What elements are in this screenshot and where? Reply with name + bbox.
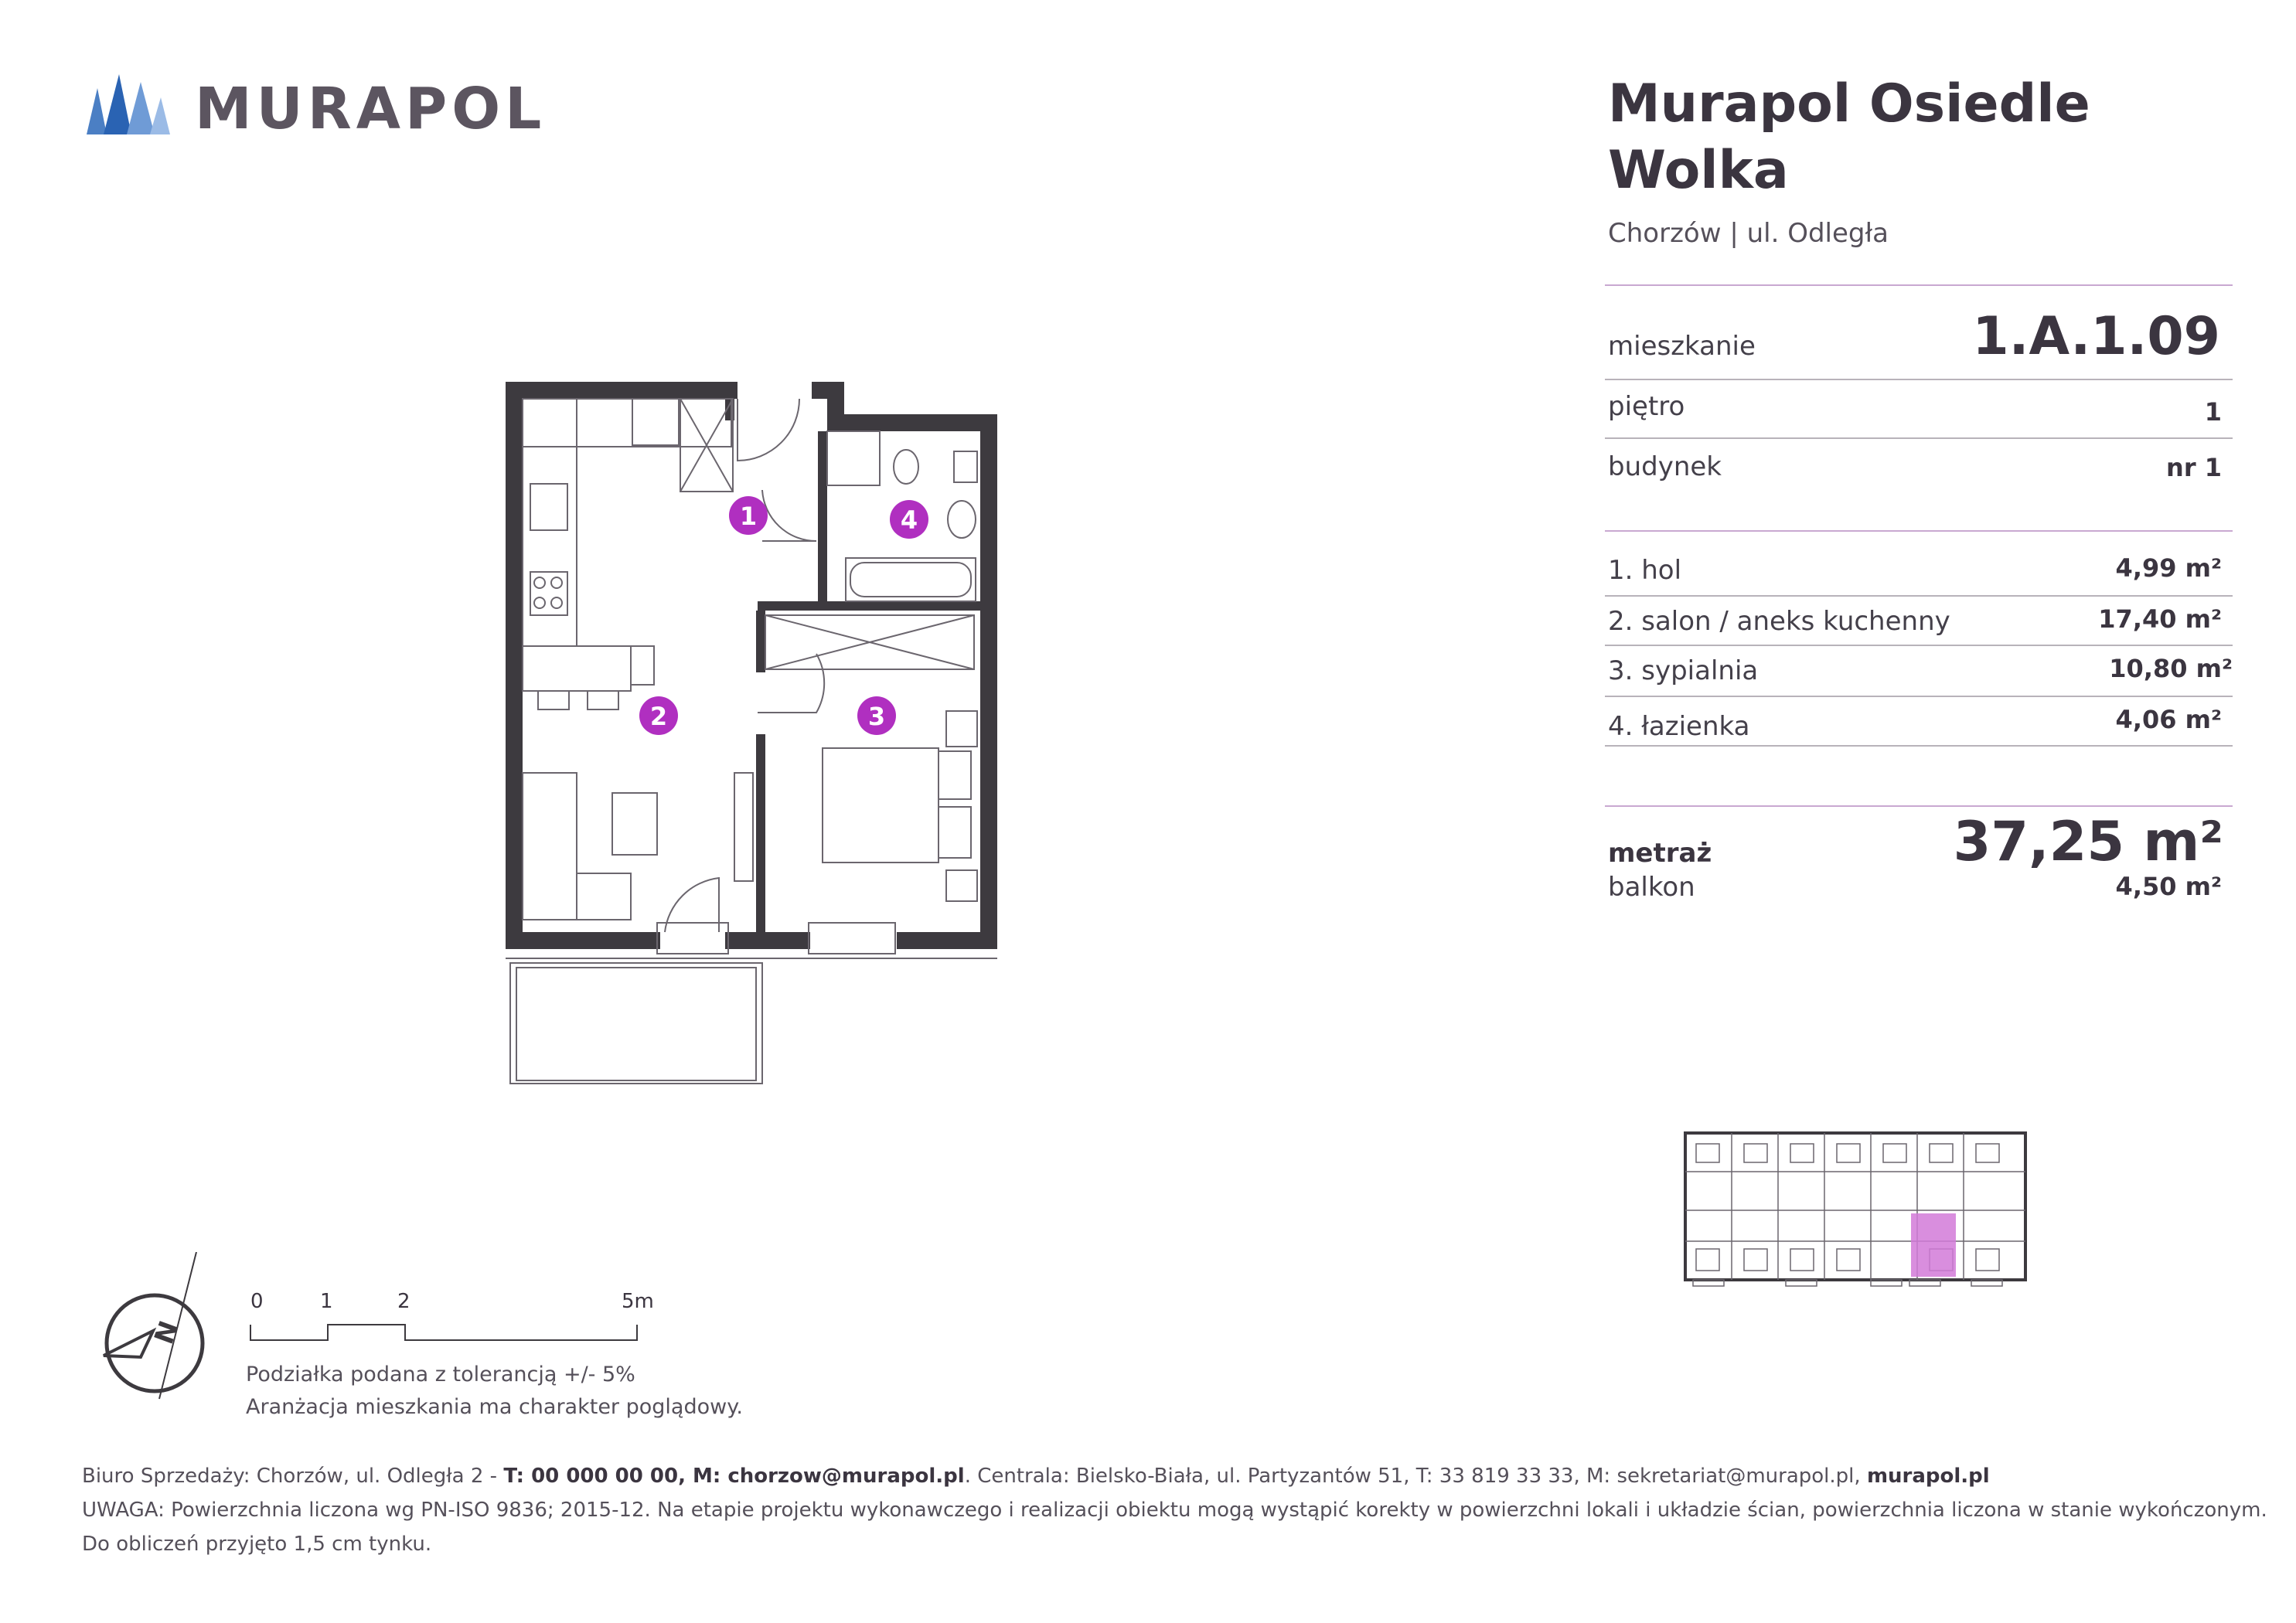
footer-contact-line bbox=[82, 1459, 2277, 1493]
sales-office-text: Biuro Sprzedaży: Chorzów, ul. Odległa 2 - bbox=[82, 1465, 504, 1488]
scale-tick-label: 2 bbox=[397, 1290, 410, 1313]
balcony-area: 4,50 m² bbox=[2115, 872, 2222, 901]
divider bbox=[1605, 595, 2233, 597]
brand-name: MURAPOL bbox=[195, 76, 547, 142]
project-title bbox=[1608, 71, 2149, 204]
svg-text:N: N bbox=[148, 1317, 186, 1349]
divider bbox=[1605, 530, 2233, 532]
room-marker-label: 1 bbox=[739, 502, 758, 531]
total-area-value: 37,25 m² bbox=[1953, 810, 2223, 873]
plan-furniture bbox=[523, 399, 977, 954]
divider bbox=[1605, 696, 2233, 697]
murapol-logo bbox=[87, 74, 547, 142]
building-value: nr 1 bbox=[2166, 453, 2222, 482]
divider bbox=[1605, 379, 2233, 380]
plan-walls bbox=[506, 382, 997, 949]
headquarters-text: . Centrala: Bielsko-Biała, ul. Partyzantów 51, T: 33 819 33 33, M: sekretariat@murapol.pl, bbox=[964, 1465, 1867, 1488]
room-label: 3. sypialnia bbox=[1608, 655, 1759, 686]
room-marker-label: 3 bbox=[867, 702, 886, 731]
room-area: 4,99 m² bbox=[2115, 553, 2222, 583]
divider bbox=[1605, 437, 2233, 439]
apartment-number-label: mieszkanie bbox=[1608, 331, 1756, 362]
footer-area-notice: UWAGA: Powierzchnia liczona wg PN-ISO 9836; 2015-12. Na etapie projektu wykonawczego i realizacji obiektu mogą wystąpić korekty w powierzchni lokali i układzie ścian, powierzchnia liczona w stanie wykończonym. bbox=[82, 1499, 2267, 1522]
floor-label: piętro bbox=[1608, 391, 1685, 422]
floor-plan bbox=[495, 371, 1005, 1097]
divider bbox=[1605, 745, 2233, 747]
arrangement-note: Aranżacja mieszkania ma charakter poglądowy. bbox=[246, 1395, 743, 1419]
sales-office-contact: T: 00 000 00 00, M: chorzow@murapol.pl bbox=[503, 1465, 965, 1488]
scale-tolerance-note: Podziałka podana z tolerancją +/- 5% bbox=[246, 1363, 635, 1387]
room-label: 1. hol bbox=[1608, 555, 1682, 586]
floor-value: 1 bbox=[2204, 397, 2222, 427]
divider bbox=[1605, 284, 2233, 286]
scale-bar bbox=[232, 1283, 665, 1345]
apartment-number: 1.A.1.09 bbox=[1972, 306, 2220, 367]
divider bbox=[1605, 805, 2233, 807]
room-marker-label: 4 bbox=[900, 505, 918, 535]
scale-tick-label: 5m bbox=[622, 1290, 654, 1313]
room-label: 4. łazienka bbox=[1608, 711, 1750, 742]
total-area-label: metraż bbox=[1608, 838, 1712, 869]
room-area: 10,80 m² bbox=[2109, 654, 2233, 683]
room-marker-label: 2 bbox=[649, 702, 668, 731]
scale-tick-label: 0 bbox=[250, 1290, 264, 1313]
compass-icon bbox=[93, 1252, 216, 1407]
project-title-line2: Wolka bbox=[1608, 140, 1789, 201]
apartment-highlight bbox=[1911, 1213, 1956, 1277]
room-area: 4,06 m² bbox=[2115, 705, 2222, 734]
room-label: 2. salon / aneks kuchenny bbox=[1608, 606, 1950, 637]
room-area: 17,40 m² bbox=[2098, 604, 2222, 634]
murapol-logo-icon bbox=[87, 74, 170, 136]
footer bbox=[82, 1459, 2277, 1561]
project-title-line1: Murapol Osiedle bbox=[1608, 73, 2090, 134]
scale-tick-label: 1 bbox=[320, 1290, 333, 1313]
project-location: Chorzów | ul. Odległa bbox=[1608, 218, 1889, 249]
balcony-label: balkon bbox=[1608, 872, 1695, 903]
balcony bbox=[506, 958, 997, 1084]
website-link[interactable]: murapol.pl bbox=[1866, 1465, 1990, 1488]
building-key-plan bbox=[1678, 1125, 2033, 1288]
footer-plaster-note: Do obliczeń przyjęto 1,5 cm tynku. bbox=[82, 1533, 432, 1556]
building-label: budynek bbox=[1608, 451, 1722, 482]
divider bbox=[1605, 645, 2233, 646]
plan-notes bbox=[246, 1359, 743, 1424]
